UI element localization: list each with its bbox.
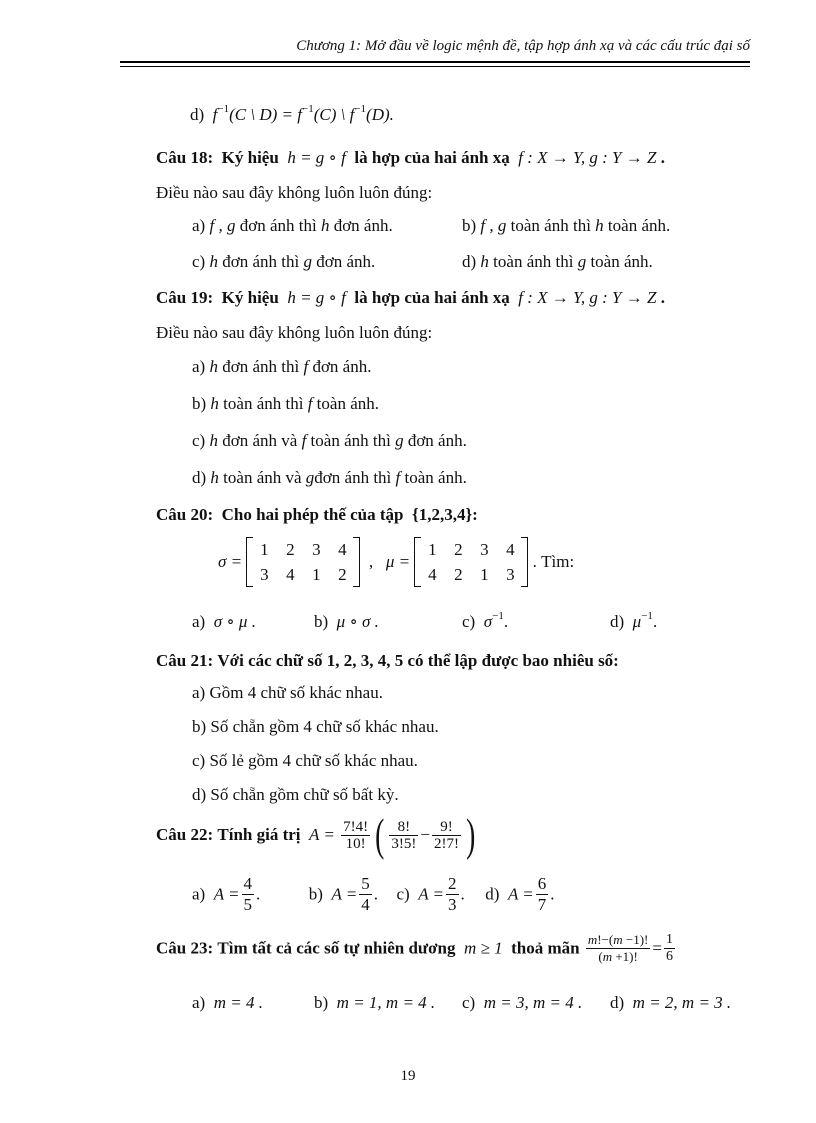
question-22: Câu 22: Tính giá trị A = $\frac{7!4!}{10!}$ ( $\frac{8!}{3!5!}$ − $\frac{9!}{2!7!}$ )	[156, 809, 476, 860]
q18-option-d: d) h toàn ánh thì g toàn ánh.	[462, 252, 653, 271]
sigma-matrix: 1 2 3 4 3 4 1 2	[246, 537, 360, 587]
q20-option-b: b) μ ∘ σ .	[314, 612, 379, 631]
question-18: Câu 18: Ký hiệu h = g ∘ f là hợp của hai ánh xạ f : X → Y, g : Y → Z .	[156, 148, 665, 167]
q20-option-c: c) $\sigma^{-1}$.	[462, 610, 509, 631]
q23-option-c: c) m = 3, m = 4 .	[462, 993, 583, 1012]
q18-option-b: b) f , g toàn ánh thì h toàn ánh.	[462, 216, 671, 235]
header-rule-thin	[120, 66, 750, 67]
q20-option-a: a) σ ∘ μ .	[192, 612, 256, 631]
q22-options: a) A = $\frac{4}{5}$ . b) A = $\frac{5}{4}$ . c) A = $\frac{2}{3}$ . d) A = $\frac{6}{7}$ .	[192, 874, 555, 914]
header-rule-thick	[120, 61, 750, 63]
mu-matrix: 1 2 3 4 4 2 1 3	[414, 537, 528, 587]
q23-option-d: d) m = 2, m = 3 .	[610, 993, 732, 1012]
page-number: 19	[400, 1068, 416, 1084]
q21-option-c: c) Số lẻ gồm 4 chữ số khác nhau.	[192, 751, 418, 770]
question-20: Câu 20: Cho hai phép thế của tập {1,2,3,4}:	[156, 505, 478, 524]
q18-option-c: c) h đơn ánh thì g đơn ánh.	[192, 252, 376, 271]
page-header: Chương 1: Mở đầu về logic mệnh đề, tập hợp ánh xạ và các cấu trúc đại số	[296, 38, 750, 54]
q19-option-a: a) h đơn ánh thì f đơn ánh.	[192, 357, 372, 376]
q19-option-b: b) h toàn ánh thì f toàn ánh.	[192, 394, 379, 413]
question-19-prompt: Điều nào sau đây không luôn luôn đúng:	[156, 323, 433, 342]
formula: $f^{-1}(C$ \ $D) = f^{-1}(C)$ \ $f^{-1}(D)$.	[208, 103, 394, 124]
q21-option-a: a) Gồm 4 chữ số khác nhau.	[192, 683, 383, 702]
q23-option-a: a) m = 4 .	[192, 993, 263, 1012]
q19-option-d: d) h toàn ánh và gđơn ánh thì f toàn ánh.	[192, 468, 467, 487]
q20-option-d: d) $\mu^{-1}$.	[610, 610, 658, 631]
question-18-prompt: Điều nào sau đây không luôn luôn đúng:	[156, 183, 433, 202]
q21-option-b: b) Số chẵn gồm 4 chữ số khác nhau.	[192, 717, 439, 736]
q21-option-d: d) Số chẵn gồm chữ số bất kỳ.	[192, 785, 399, 804]
question-19: Câu 19: Ký hiệu h = g ∘ f là hợp của hai ánh xạ f : X → Y, g : Y → Z .	[156, 288, 665, 307]
question-23: Câu 23: Tìm tất cả các số tự nhiên dương m ≥ 1 thoả mãn $\frac{m!-(m -1)!}{(m +1)!}$ = $\frac{1}{6}$	[156, 932, 673, 964]
question-21: Câu 21: Với các chữ số 1, 2, 3, 4, 5 có thể lập được bao nhiêu số:	[156, 651, 619, 670]
q18-option-a: a) f , g đơn ánh thì h đơn ánh.	[192, 216, 393, 235]
q23-option-b: b) m = 1, m = 4 .	[314, 993, 436, 1012]
prev-option-d: d) $f^{-1}(C$ \ $D) = f^{-1}(C)$ \ $f^{-1}(D)$.	[190, 103, 394, 124]
q19-option-c: c) h đơn ánh và f toàn ánh thì g đơn ánh.	[192, 431, 467, 450]
permutations: σ = 1 2 3 4 3 4 1 2 , μ = 1 2 3 4 4 2 1 3 . Tìm:	[218, 537, 574, 587]
